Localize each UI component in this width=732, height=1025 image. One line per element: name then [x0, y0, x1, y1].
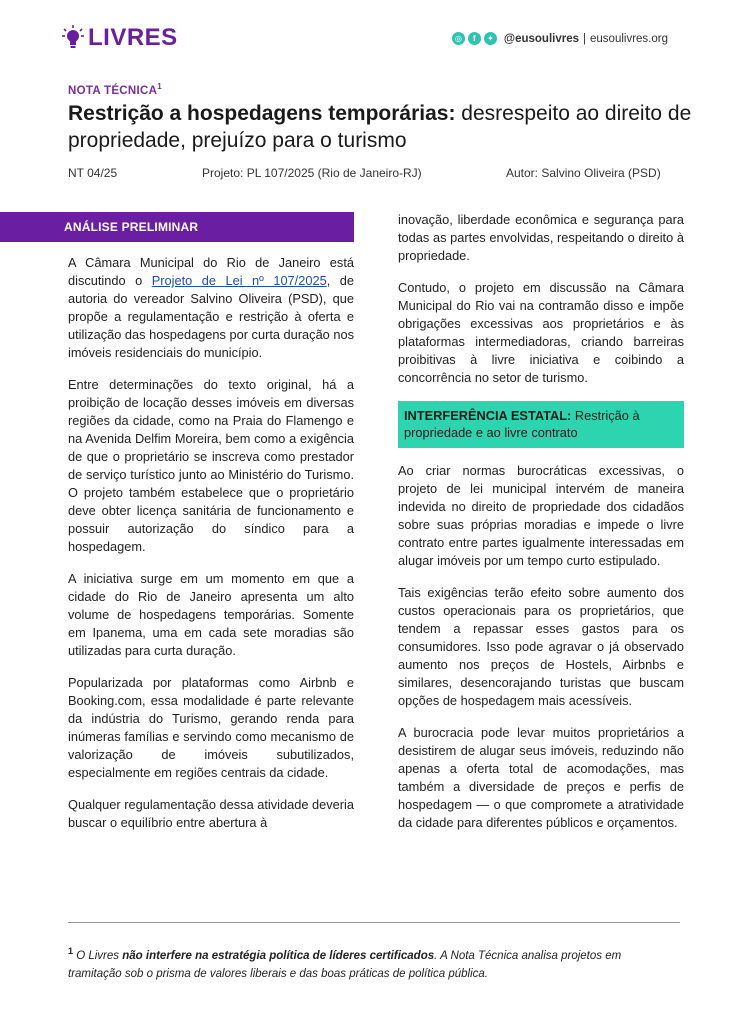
instagram-icon[interactable]: ◎: [452, 32, 465, 45]
paragraph: Popularizada por plataformas como Airbnb e Booking.com, essa modalidade é parte relevante da indústria do Turismo, gerando renda para inúmeras famílias e servindo como mecanismo de valorização de imóveis subutilizados, especialmente em regiões centrais da cidade.: [68, 675, 354, 780]
paragraph: Qualquer regulamentação dessa atividade deveria buscar o equilíbrio entre abertura à: [68, 797, 354, 830]
callout-text: Restrição à propriedade e ao livre contrato: [404, 408, 640, 440]
twitter-icon[interactable]: ✦: [484, 32, 497, 45]
page-title: [68, 100, 698, 154]
paragraph: Ao criar normas burocráticas excessivas, o projeto de lei municipal intervém de maneira indevida no direito de propriedade dos cidadãos sobre suas próprias moradias e impede o livre contrato entre partes igualmente interessadas em alugar imóveis por um tempo curto estipulado.: [398, 463, 684, 568]
header-separator: |: [583, 32, 587, 45]
facebook-icon[interactable]: f: [468, 32, 481, 45]
project-reference: Projeto: PL 107/2025 (Rio de Janeiro-RJ): [202, 166, 422, 180]
social-handle[interactable]: @eusoulivres: [503, 32, 580, 45]
logo-text: LIVRES: [88, 24, 178, 51]
footnote-mark: 1: [68, 946, 74, 956]
paragraph: inovação, liberdade econômica e segurança para todas as partes envolvidas, respeitando o direito à propriedade.: [398, 212, 684, 263]
paragraph-text: , de autoria do vereador Salvino Oliveira (PSD), que propõe a regulamentação e restrição à oferta e utilização das hospedagens por curta duração nos imóveis residenciais do município.: [68, 273, 354, 360]
footnote-divider: [68, 922, 680, 923]
callout-title: INTERFERÊNCIA ESTATAL:: [404, 408, 572, 423]
bill-link[interactable]: Projeto de Lei nº 107/2025: [151, 273, 327, 288]
footnote-bold: não interfere na estratégia política de líderes certificados: [122, 949, 435, 962]
section-heading-analise: [0, 212, 354, 242]
right-column: [398, 211, 684, 846]
title-regular: desrespeito ao direito de propriedade, prejuízo para o turismo: [68, 102, 692, 152]
footnote-text: . A Nota Técnica analisa projetos em tramitação sob o prisma de valores liberais e das boas práticas de política pública.: [68, 949, 622, 980]
kicker-footnote-mark: 1: [157, 82, 162, 91]
title-bold: Restrição a hospedagens temporárias:: [68, 102, 456, 125]
paragraph: Contudo, o projeto em discussão na Câmara Municipal do Rio vai na contramão disso e impõe obrigações excessivas aos proprietários e às plataformas intermediadoras, criando barreiras proibitivas à livre iniciativa e coibindo a concorrência no setor de turismo.: [398, 280, 684, 385]
kicker-label: NOTA TÉCNICA: [68, 84, 158, 97]
footnote: [68, 942, 678, 983]
callout-interferencia: [398, 401, 684, 448]
lightbulb-icon: [62, 25, 84, 51]
paragraph: A iniciativa surge em um momento em que a cidade do Rio de Janeiro apresenta um alto volume de hospedagens temporárias. Somente em Ipanema, uma em cada sete moradias são utilizadas para curta duração.: [68, 571, 354, 658]
left-column: [68, 254, 354, 846]
paragraph: Entre determinações do texto original, há a proibição de locação desses imóveis em diversas regiões da cidade, como na Praia do Flamengo e na Avenida Delfim Moreira, bem como a exigência de que o proprietário se inscreva como prestador de serviço turístico junto ao Ministério do Turismo. O projeto também estabelece que o proprietário deve obter licença sanitária de funcionamento e possuir autorização do síndico para a hospedagem.: [68, 377, 354, 554]
note-number: NT 04/25: [68, 166, 118, 180]
document-kicker: [68, 82, 162, 97]
site-link[interactable]: eusoulivres.org: [590, 32, 668, 45]
paragraph: [68, 254, 354, 362]
paragraph: A burocracia pode levar muitos proprietários a desistirem de alugar seus imóveis, reduzindo não apenas a oferta total de acomodações, mas também a diversidade de preços e perfis de hospedagem — o que compromete a atratividade da cidade para diferentes públicos e orçamentos.: [398, 725, 684, 830]
author-info: Autor: Salvino Oliveira (PSD): [506, 166, 661, 180]
paragraph-text: A Câmara Municipal do Rio de Janeiro está discutindo o: [68, 255, 354, 288]
social-links: [452, 32, 668, 45]
section-heading-label: ANÁLISE PRELIMINAR: [64, 220, 199, 234]
livres-logo[interactable]: [62, 24, 178, 52]
footnote-text: O Livres: [73, 949, 123, 962]
paragraph: Tais exigências terão efeito sobre aumento dos custos operacionais para os proprietários, que tendem a repassar esses gastos para os consumidores. Isso pode agravar o já observado aumento nos preços de Hostels, Airbnbs e similares, desencorajando turistas que buscam opções de hospedagem mais acessíveis.: [398, 585, 684, 708]
